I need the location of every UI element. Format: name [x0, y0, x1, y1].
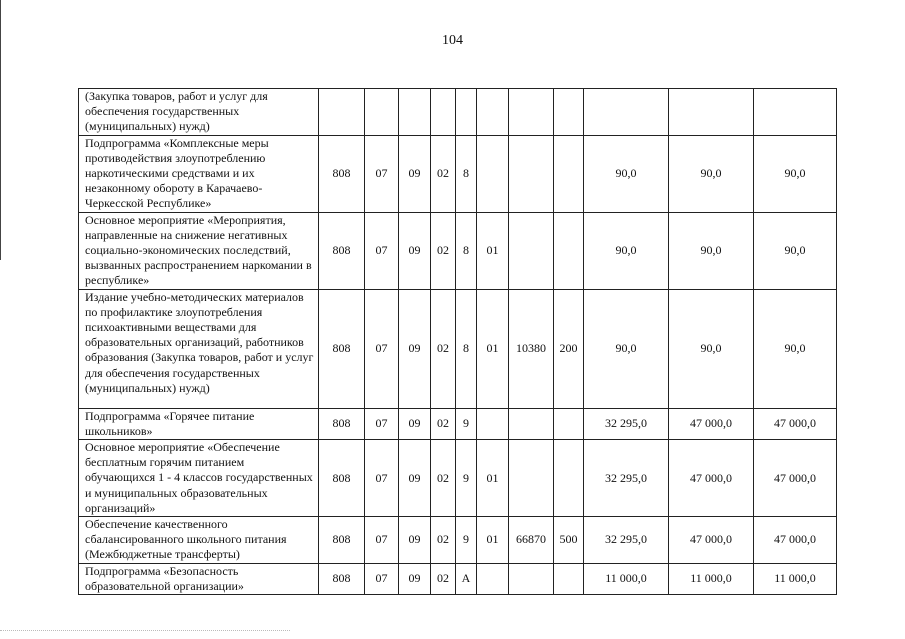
subsection-code: 09: [399, 289, 431, 408]
event-code: [477, 563, 509, 594]
row-description: Подпрограмма «Безопасность образовательной организации»: [79, 563, 319, 594]
row-description: Обеспечение качественного сбалансированного школьного питания (Межбюджетные трансферты): [79, 517, 319, 564]
amount-year-2: 90,0: [669, 212, 754, 289]
amount-year-1: [584, 89, 669, 136]
expense-type-code: [554, 563, 584, 594]
ministry-code: 808: [319, 517, 365, 564]
event-code: 01: [477, 517, 509, 564]
page-number: 104: [442, 33, 463, 48]
program-code: 02: [431, 563, 456, 594]
table-row: [79, 89, 837, 136]
subsection-code: 09: [399, 517, 431, 564]
amount-year-1: 90,0: [584, 289, 669, 408]
subprogram-code: 9: [456, 408, 477, 439]
amount-year-2: 47 000,0: [669, 440, 754, 517]
scan-artifact-dots: [0, 630, 290, 633]
ministry-code: 808: [319, 212, 365, 289]
ministry-code: 808: [319, 563, 365, 594]
direction-code: 66870: [509, 517, 554, 564]
subprogram-code: [456, 89, 477, 136]
section-code: 07: [365, 408, 399, 439]
expense-type-code: [554, 440, 584, 517]
amount-year-2: 90,0: [669, 135, 754, 212]
amount-year-3: 47 000,0: [754, 440, 837, 517]
amount-year-2: 47 000,0: [669, 408, 754, 439]
table-row: [79, 517, 837, 564]
subsection-code: 09: [399, 563, 431, 594]
amount-year-3: 90,0: [754, 212, 837, 289]
amount-year-3: 11 000,0: [754, 563, 837, 594]
program-code: [431, 89, 456, 136]
amount-year-2: 11 000,0: [669, 563, 754, 594]
direction-code: [509, 89, 554, 136]
expense-type-code: [554, 408, 584, 439]
amount-year-1: 32 295,0: [584, 440, 669, 517]
table-row: [79, 408, 837, 439]
direction-code: 10380: [509, 289, 554, 408]
ministry-code: 808: [319, 408, 365, 439]
event-code: 01: [477, 289, 509, 408]
subsection-code: [399, 89, 431, 136]
subsection-code: 09: [399, 440, 431, 517]
expense-type-code: [554, 89, 584, 136]
amount-year-3: 47 000,0: [754, 408, 837, 439]
amount-year-3: 90,0: [754, 289, 837, 408]
direction-code: [509, 212, 554, 289]
event-code: [477, 408, 509, 439]
program-code: 02: [431, 517, 456, 564]
subsection-code: 09: [399, 135, 431, 212]
program-code: 02: [431, 212, 456, 289]
section-code: 07: [365, 212, 399, 289]
amount-year-1: 90,0: [584, 212, 669, 289]
subsection-code: 09: [399, 408, 431, 439]
subsection-code: 09: [399, 212, 431, 289]
row-description: Подпрограмма «Комплексные меры противодействия злоупотреблению наркотическими средствами и их незаконному обороту в Карачаево-Черкесской Республике»: [79, 135, 319, 212]
amount-year-2: 90,0: [669, 289, 754, 408]
expense-type-code: 200: [554, 289, 584, 408]
direction-code: [509, 135, 554, 212]
row-description: Основное мероприятие «Обеспечение бесплатным горячим питанием обучающихся 1 - 4 классов государственных и муниципальных образовательных организаций»: [79, 440, 319, 517]
table-row: [79, 135, 837, 212]
section-code: 07: [365, 563, 399, 594]
ministry-code: 808: [319, 440, 365, 517]
section-code: 07: [365, 517, 399, 564]
ministry-code: [319, 89, 365, 136]
expense-type-code: [554, 135, 584, 212]
direction-code: [509, 440, 554, 517]
row-description: (Закупка товаров, работ и услуг для обеспечения государственных (муниципальных) нужд): [79, 89, 319, 136]
event-code: 01: [477, 212, 509, 289]
event-code: [477, 135, 509, 212]
section-code: [365, 89, 399, 136]
expense-type-code: 500: [554, 517, 584, 564]
subprogram-code: А: [456, 563, 477, 594]
amount-year-2: [669, 89, 754, 136]
amount-year-2: 47 000,0: [669, 517, 754, 564]
row-description: Подпрограмма «Горячее питание школьников»: [79, 408, 319, 439]
direction-code: [509, 563, 554, 594]
amount-year-1: 90,0: [584, 135, 669, 212]
row-description: Основное мероприятие «Мероприятия, направленные на снижение негативных социально-экономических последствий, вызванных распространением наркомании в республике»: [79, 212, 319, 289]
subprogram-code: 8: [456, 212, 477, 289]
event-code: [477, 89, 509, 136]
amount-year-3: 47 000,0: [754, 517, 837, 564]
program-code: 02: [431, 440, 456, 517]
row-description: Издание учебно-методических материалов по профилактике злоупотребления психоактивными веществами для образовательных организаций, работников образования (Закупка товаров, работ и услуг для обеспечения государственных (муниципальных) нужд): [79, 289, 319, 408]
program-code: 02: [431, 289, 456, 408]
ministry-code: 808: [319, 289, 365, 408]
amount-year-1: 32 295,0: [584, 517, 669, 564]
amount-year-1: 32 295,0: [584, 408, 669, 439]
section-code: 07: [365, 440, 399, 517]
program-code: 02: [431, 135, 456, 212]
event-code: 01: [477, 440, 509, 517]
amount-year-3: 90,0: [754, 135, 837, 212]
budget-table: [78, 88, 837, 595]
section-code: 07: [365, 135, 399, 212]
table-row: [79, 440, 837, 517]
table-row: [79, 289, 837, 408]
ministry-code: 808: [319, 135, 365, 212]
subprogram-code: 9: [456, 440, 477, 517]
program-code: 02: [431, 408, 456, 439]
section-code: 07: [365, 289, 399, 408]
table-row: [79, 212, 837, 289]
subprogram-code: 8: [456, 289, 477, 408]
amount-year-1: 11 000,0: [584, 563, 669, 594]
table-row: [79, 563, 837, 594]
direction-code: [509, 408, 554, 439]
expense-type-code: [554, 212, 584, 289]
subprogram-code: 8: [456, 135, 477, 212]
subprogram-code: 9: [456, 517, 477, 564]
amount-year-3: [754, 89, 837, 136]
